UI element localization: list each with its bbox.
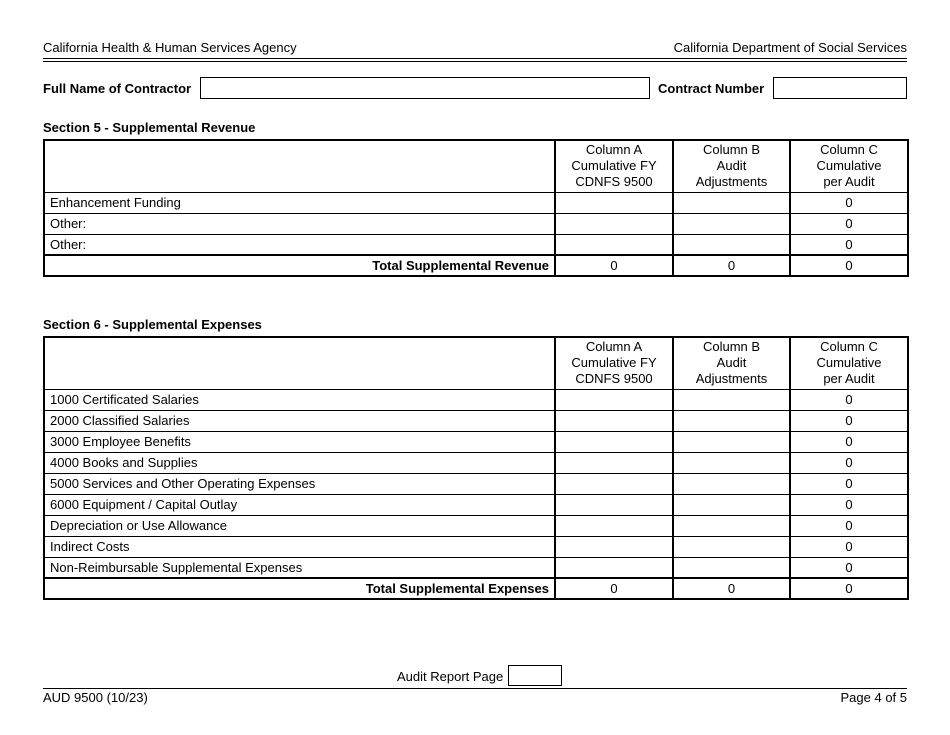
table-row [44,410,908,431]
row-label: Other: [44,234,555,255]
column-b-cell[interactable] [673,234,790,255]
column-c-cell: 0 [790,452,908,473]
column-b-cell[interactable] [673,515,790,536]
column-c-cell: 0 [790,494,908,515]
section6-title: Section 6 - Supplemental Expenses [43,317,262,332]
form-id: AUD 9500 (10/23) [43,690,148,705]
column-a-cell[interactable] [555,213,673,234]
label-column-header [44,337,555,389]
column-c-cell: 0 [790,431,908,452]
column-a-cell[interactable] [555,557,673,578]
row-label: 1000 Certificated Salaries [44,389,555,410]
department-name: California Department of Social Services [673,40,907,55]
contract-number-label: Contract Number [658,81,765,96]
column-b-cell[interactable] [673,389,790,410]
row-label: 3000 Employee Benefits [44,431,555,452]
column-b-cell[interactable] [673,431,790,452]
column-b-cell[interactable] [673,557,790,578]
label-column-header [44,140,555,192]
column-c-cell: 0 [790,536,908,557]
row-label: 4000 Books and Supplies [44,452,555,473]
column-a-cell[interactable] [555,192,673,213]
table-row [44,234,908,255]
row-label: 2000 Classified Salaries [44,410,555,431]
total-column-c: 0 [790,578,908,599]
total-row [44,255,908,276]
contractor-name-field[interactable] [200,77,650,99]
table-row [44,494,908,515]
table-row [44,452,908,473]
column-a-cell[interactable] [555,473,673,494]
header-rule-bottom [43,61,907,62]
column-c-cell: 0 [790,515,908,536]
column-c-cell: 0 [790,557,908,578]
footer-rule [43,688,907,689]
table-row [44,557,908,578]
column-b-cell[interactable] [673,536,790,557]
column-a-cell[interactable] [555,452,673,473]
column-c-cell: 0 [790,234,908,255]
row-label: 5000 Services and Other Operating Expenses [44,473,555,494]
column-c-cell: 0 [790,389,908,410]
row-label: Non-Reimbursable Supplemental Expenses [44,557,555,578]
column-b-cell[interactable] [673,452,790,473]
column-b-cell[interactable] [673,494,790,515]
contractor-name-label: Full Name of Contractor [43,81,192,96]
header-row [44,140,908,192]
column-b-header: Column B Audit Adjustments [673,140,790,192]
section5-title: Section 5 - Supplemental Revenue [43,120,256,135]
contract-number-field[interactable] [773,77,907,99]
total-label: Total Supplemental Expenses [44,578,555,599]
column-a-cell[interactable] [555,431,673,452]
column-a-cell[interactable] [555,515,673,536]
total-row [44,578,908,599]
page-number: Page 4 of 5 [840,690,907,705]
column-c-cell: 0 [790,213,908,234]
column-c-cell: 0 [790,473,908,494]
column-c-header: Column C Cumulative per Audit [790,337,908,389]
row-label: Depreciation or Use Allowance [44,515,555,536]
table-row [44,213,908,234]
column-c-cell: 0 [790,410,908,431]
row-label: Other: [44,213,555,234]
column-a-cell[interactable] [555,536,673,557]
table-row [44,473,908,494]
row-label: Indirect Costs [44,536,555,557]
table-row [44,192,908,213]
total-label: Total Supplemental Revenue [44,255,555,276]
column-b-cell[interactable] [673,192,790,213]
column-c-header: Column C Cumulative per Audit [790,140,908,192]
total-column-b: 0 [673,255,790,276]
row-label: 6000 Equipment / Capital Outlay [44,494,555,515]
column-a-cell[interactable] [555,410,673,431]
table-row [44,431,908,452]
total-column-a: 0 [555,578,673,599]
table-row [44,536,908,557]
audit-page-field[interactable] [508,665,562,686]
table-row [44,515,908,536]
column-a-header: Column A Cumulative FY CDNFS 9500 [555,337,673,389]
supplemental-revenue-table [43,139,909,277]
column-a-header: Column A Cumulative FY CDNFS 9500 [555,140,673,192]
column-b-cell[interactable] [673,213,790,234]
column-b-cell[interactable] [673,473,790,494]
agency-name: California Health & Human Services Agency [43,40,297,55]
total-column-c: 0 [790,255,908,276]
total-column-a: 0 [555,255,673,276]
column-a-cell[interactable] [555,234,673,255]
column-b-header: Column B Audit Adjustments [673,337,790,389]
header-rule-top [43,58,907,59]
row-label: Enhancement Funding [44,192,555,213]
supplemental-expenses-table [43,336,909,600]
header-row [44,337,908,389]
table-row [44,389,908,410]
total-column-b: 0 [673,578,790,599]
column-a-cell[interactable] [555,389,673,410]
column-b-cell[interactable] [673,410,790,431]
audit-page-label: Audit Report Page [397,669,504,684]
column-c-cell: 0 [790,192,908,213]
column-a-cell[interactable] [555,494,673,515]
